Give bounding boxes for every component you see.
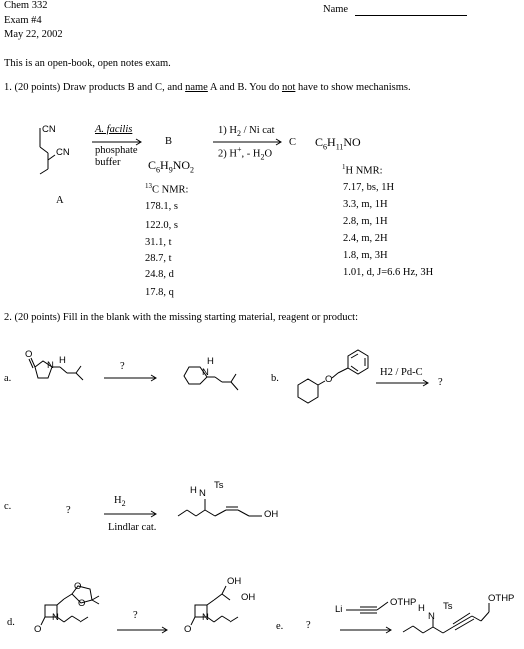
q2a-reagent: ? xyxy=(120,361,125,372)
q2d-n: N xyxy=(52,612,59,623)
h1-peak: 2.4, m, 2H xyxy=(343,233,388,244)
q2d-product-n: N xyxy=(202,612,209,623)
h1-peak: 1.8, m, 3H xyxy=(343,250,388,261)
q2a-o: O xyxy=(25,349,33,360)
formula-c: $C_6H_{11}NO$ xyxy=(315,135,361,152)
q2e-product-h: H xyxy=(418,603,425,614)
q2d-o: O xyxy=(34,624,42,635)
q2e-product-othp: OTHP xyxy=(488,593,515,604)
q2b-label: b. xyxy=(271,373,279,384)
h1-title: $^1$H NMR: xyxy=(342,163,383,177)
course-label: Chem 332 xyxy=(4,0,48,11)
q2a-product-n: N xyxy=(202,367,209,378)
reagent2-top: 1) $H_2$ / Ni cat xyxy=(218,125,275,139)
q1-prompt: 1. (20 points) Draw products B and C, and name A and B. You do not have to show mechanisms. xyxy=(4,82,411,93)
q2e-product-n: N xyxy=(428,611,435,622)
q2e-label: e. xyxy=(276,621,284,632)
q2e-product-ts: Ts xyxy=(443,601,453,612)
q2c-start: ? xyxy=(66,505,71,516)
q2e-li: Li xyxy=(335,604,343,615)
reagent2-bottom: 2) H+, - $H_2O$ xyxy=(218,145,273,162)
q2d-o-ring1: O xyxy=(74,581,82,592)
intro-text: This is an open-book, open notes exam. xyxy=(4,58,171,69)
q2a-product-h: H xyxy=(207,356,214,367)
q2d-product-oh1: OH xyxy=(241,592,256,603)
h1-peak: 7.17, bs, 1H xyxy=(343,182,395,193)
q2d-o-ring2: O xyxy=(78,598,86,609)
c13-peak: 178.1, s xyxy=(145,201,178,212)
q2c-n: N xyxy=(199,488,206,499)
q2b-o: O xyxy=(325,374,333,385)
mol-a-cn-top: CN xyxy=(42,124,56,135)
c13-peak: 31.1, t xyxy=(145,237,172,248)
h1-peak: 2.8, m, 1H xyxy=(343,216,388,227)
reagent1-bottom-2: buffer xyxy=(95,157,121,168)
c13-peak: 17.8, q xyxy=(145,287,174,298)
label-b: B xyxy=(165,136,173,147)
q2c-oh: OH xyxy=(264,509,279,520)
q2d-product-oh2: OH xyxy=(227,576,242,587)
c13-title: $^{13}$C NMR: xyxy=(145,182,189,196)
q2c-h: H xyxy=(190,485,197,496)
h1-peak: 1.01, d, J=6.6 Hz, 3H xyxy=(343,267,434,278)
q2c-label: c. xyxy=(4,501,12,512)
q2d-label: d. xyxy=(7,617,15,628)
c13-peak: 28.7, t xyxy=(145,253,172,264)
q2d-reagent: ? xyxy=(133,610,138,621)
q2e-start: ? xyxy=(306,620,311,631)
c13-peak: 122.0, s xyxy=(145,220,178,231)
reagent1-bottom-1: phosphate xyxy=(95,145,138,156)
q2-prompt: 2. (20 points) Fill in the blank with the missing starting material, reagent or product: xyxy=(4,312,359,323)
q2a-h: H xyxy=(59,355,66,366)
q2c-ts: Ts xyxy=(214,480,224,491)
q2e-othp: OTHP xyxy=(390,597,417,608)
formula-b: $C_6H_9NO_2$ xyxy=(148,158,195,175)
label-c: C xyxy=(289,137,297,148)
q2c-reagent-bottom: Lindlar cat. xyxy=(108,522,157,533)
q2d-product-o: O xyxy=(184,624,192,635)
c13-peak: 24.8, d xyxy=(145,269,174,280)
q2a-label: a. xyxy=(4,373,12,384)
exam-label: Exam #4 xyxy=(4,15,42,26)
reagent1-top: A. facilis xyxy=(95,124,133,135)
q2a-n: N xyxy=(47,360,54,371)
exam-date: May 22, 2002 xyxy=(4,29,63,40)
q2c-reagent-top: $H_2$ xyxy=(114,495,126,509)
q2b-product: ? xyxy=(438,377,443,388)
h1-peak: 3.3, m, 1H xyxy=(343,199,388,210)
q2b-reagent: H2 / Pd-C xyxy=(380,367,423,378)
name-label: Name xyxy=(323,4,349,15)
label-a: A xyxy=(56,195,64,206)
mol-a-cn-bottom: CN xyxy=(56,147,70,158)
